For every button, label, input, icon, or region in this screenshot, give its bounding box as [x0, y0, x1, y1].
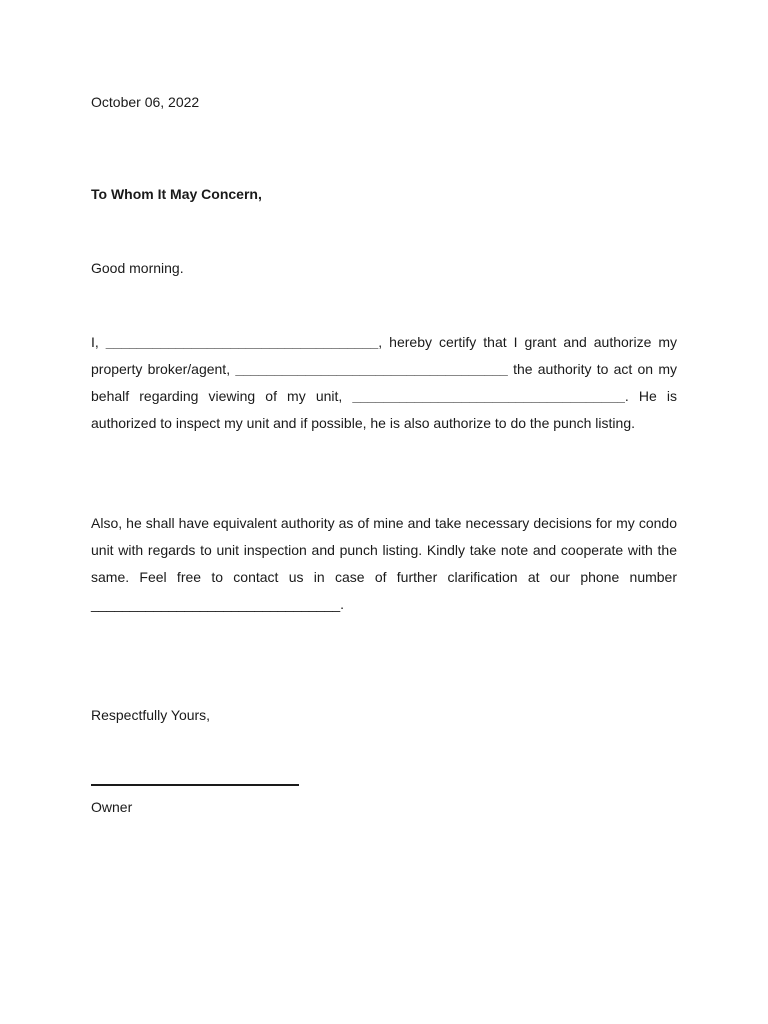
authorization-paragraph: [91, 329, 677, 437]
paragraph-end: .: [340, 596, 345, 612]
closing: Respectfully Yours,: [91, 707, 211, 723]
paragraph-text: , hereby certify that I grant and authorize my property broker/agent,: [91, 334, 678, 377]
owner-name-blank: ___________________________________: [105, 334, 379, 350]
paragraph-text: . He is authorized to inspect my unit and if possible, he is also authorize to do the punch listing.: [91, 388, 677, 431]
paragraph-text: Also, he shall have equivalent authority as of mine and take necessary decisions for my condo unit with regards to unit inspection and punch listing. Kindly take note and cooperate with the same. Feel free to contact us in case of further clarification at our phone number: [91, 515, 677, 585]
agent-name-blank: ___________________________________: [235, 361, 508, 377]
paragraph-text: the authority to act on my behalf regarding viewing of my unit,: [91, 361, 677, 404]
authority-paragraph: [91, 510, 677, 618]
phone-number-blank: ________________________________: [91, 596, 341, 612]
paragraph-text: I,: [91, 334, 106, 350]
salutation: To Whom It May Concern,: [91, 186, 262, 202]
letter-date: October 06, 2022: [91, 94, 200, 110]
signature-line: [91, 784, 299, 786]
greeting: Good morning.: [91, 260, 184, 276]
signer-title: Owner: [91, 799, 133, 815]
unit-blank: ___________________________________: [352, 388, 625, 404]
